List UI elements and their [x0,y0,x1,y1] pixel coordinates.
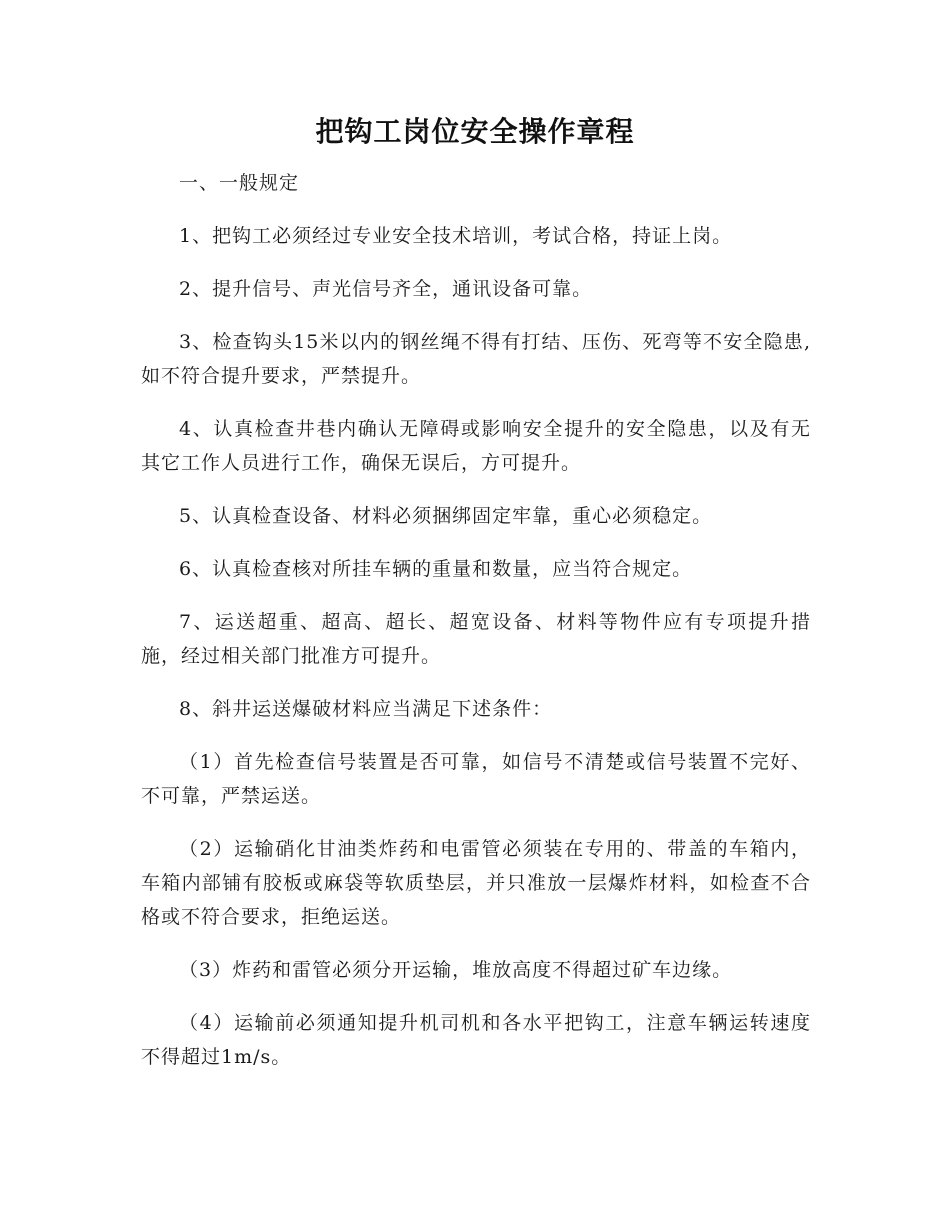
document-body [141,166,811,1093]
rule-paragraph: 6、认真检查核对所挂车辆的重量和数量，应当符合规定。 [179,558,693,580]
rule-paragraph: 8、斜井运送爆破材料应当满足下述条件： [179,698,553,720]
rule-paragraph: 1、把钩工必须经过专业安全技术培训，考试合格，持证上岗。 [179,225,733,247]
rule-paragraph: 5、认真检查设备、材料必须捆绑固定牢靠，重心必须稳定。 [179,505,713,527]
sub-rule-paragraph: （3）炸药和雷管必须分开运输，堆放高度不得超过矿车边缘。 [179,959,733,981]
sub-rule-paragraph: （1）首先检查信号装置是否可靠，如信号不清楚或信号装置不完好、不可靠，严禁运送。 [141,751,811,807]
document-title: 把钩工岗位安全操作章程 [315,115,635,148]
rule-paragraph: 7、运送超重、超高、超长、超宽设备、材料等物件应有专项提升措施，经过相关部门批准方可提升。 [141,611,811,667]
sub-rule-paragraph: （2）运输硝化甘油类炸药和电雷管必须装在专用的、带盖的车箱内，车箱内部铺有胶板或麻袋等软质垫层，并只准放一层爆炸材料，如检查不合格或不符合要求，拒绝运送。 [141,838,811,928]
rule-paragraph: 2、提升信号、声光信号齐全，通讯设备可靠。 [179,278,593,300]
rule-paragraph: 3、检查钩头15米以内的钢丝绳不得有打结、压伤、死弯等不安全隐患,如不符合提升要求，严禁提升。 [141,331,811,387]
rule-paragraph: 4、认真检查井巷内确认无障碍或影响安全提升的安全隐患，以及有无其它工作人员进行工作，确保无误后，方可提升。 [141,418,811,474]
sub-rule-paragraph: （4）运输前必须通知提升机司机和各水平把钩工，注意车辆运转速度不得超过1m/s。 [141,1012,811,1068]
section-heading: 一、一般规定 [179,172,300,194]
